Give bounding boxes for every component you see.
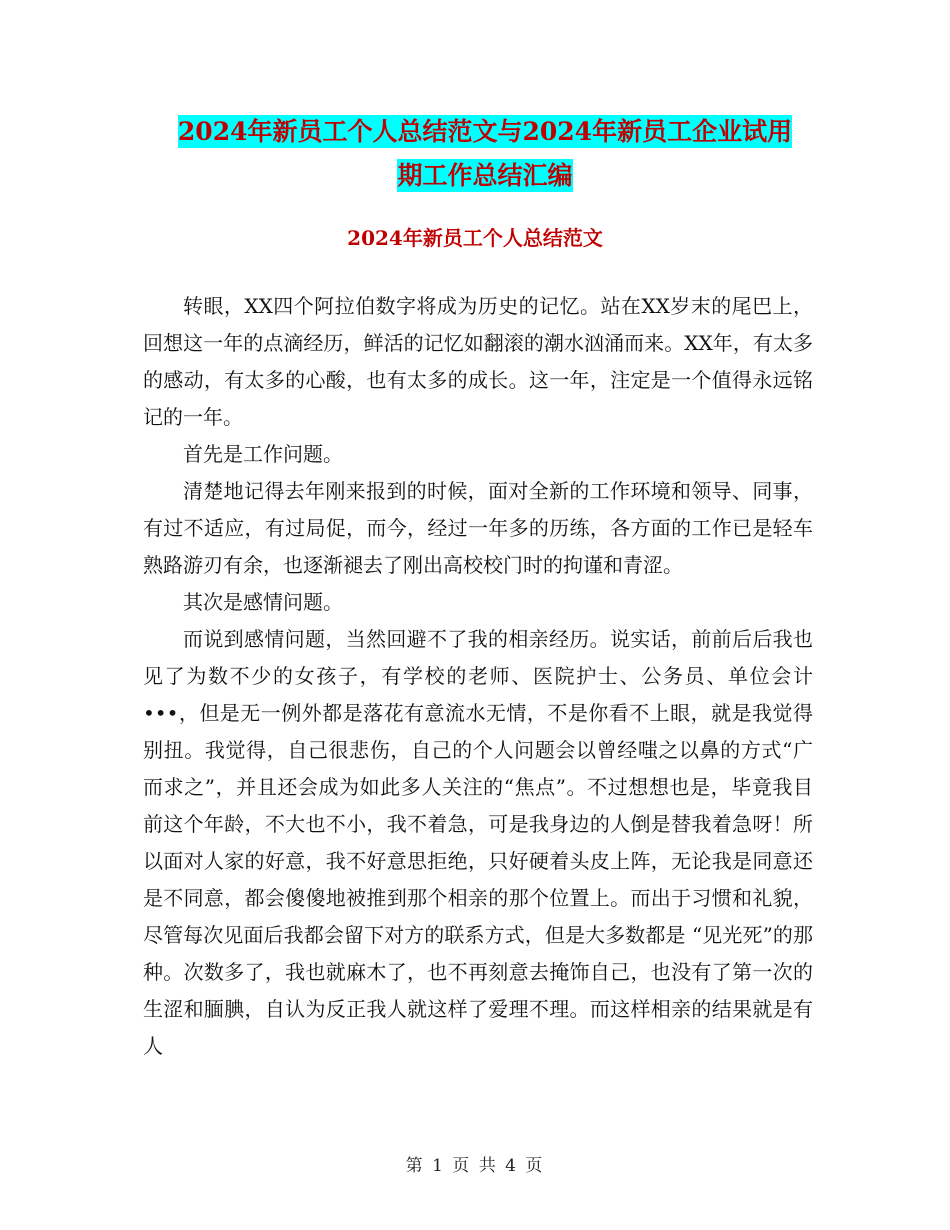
document-title-text-2: 期工作总结汇编 bbox=[397, 161, 573, 190]
section-title: 2024年新员工个人总结范文 bbox=[347, 226, 603, 250]
paragraph: 其次是感情问题。 bbox=[183, 590, 343, 614]
paragraph: 转眼，XX四个阿拉伯数字将成为历史的记忆。站在XX岁末的尾巴上，回想这一年的点滴经历，鲜活的记忆如翻滚的潮水汹涌而来。XX年，有太多的感动，有太多的心酸，也有太多的成长。这一年，注定是一个值得永远铭记的一年。 bbox=[143, 294, 813, 429]
document-title-text-1: 2024年新员工个人总结范文与2024年新员工企业试用 bbox=[177, 117, 793, 146]
paragraph: 首先是工作问题。 bbox=[183, 442, 343, 466]
page-footer: 第 1 页 共 4 页 bbox=[405, 1156, 545, 1176]
body-text bbox=[143, 288, 813, 1065]
paragraph: 而说到感情问题，当然回避不了我的相亲经历。说实话，前前后后我也见了为数不少的女孩子，有学校的老师、医院护士、公务员、单位会计•••，但是无一例外都是落花有意流水无情，不是你看不上眼，就是我觉得别扭。我觉得，自己很悲伤，自己的个人问题会以曾经嗤之以鼻的方式“广而求之”，并且还会成为如此多人关注的“焦点”。不过想想也是，毕竟我目前这个年龄，不大也不小，我不着急，可是我身边的人倒是替我着急呀！所以面对人家的好意，我不好意思拒绝，只好硬着头皮上阵，无论我是同意还是不同意，都会傻傻地被推到那个相亲的那个位置上。而出于习惯和礼貌，尽管每次见面后我都会留下对方的联系方式，但是大多数都是 “见光死”的那种。次数多了，我也就麻木了，也不再刻意去掩饰自己，也没有了第一次的生涩和腼腆，自认为反正我人就这样了爱理不理。而这样相亲的结果就是有人 bbox=[143, 627, 813, 1058]
paragraph: 清楚地记得去年刚来报到的时候，面对全新的工作环境和领导、同事，有过不适应，有过局促，而今，经过一年多的历练，各方面的工作已是轻车熟路游刃有余，也逐渐褪去了刚出高校校门时的拘谨和青涩。 bbox=[143, 479, 813, 577]
document-title-line-2 bbox=[120, 150, 850, 202]
